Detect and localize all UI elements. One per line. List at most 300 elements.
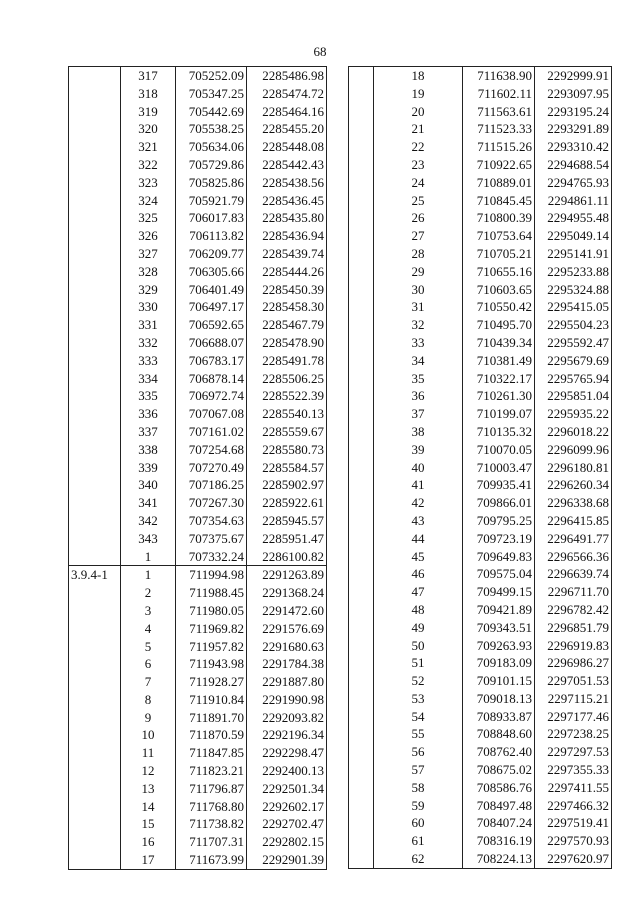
table-row xyxy=(349,423,612,441)
section-cell xyxy=(349,494,374,512)
point-number-cell: 322 xyxy=(121,156,176,174)
table-row xyxy=(69,815,327,833)
table-row xyxy=(69,512,327,530)
point-number-cell: 30 xyxy=(374,281,463,299)
point-number-cell: 325 xyxy=(121,209,176,227)
point-number-cell: 47 xyxy=(374,583,463,601)
x-coordinate-cell: 707375.67 xyxy=(176,530,247,548)
y-coordinate-cell: 2291990.98 xyxy=(247,691,327,709)
table-row xyxy=(69,744,327,762)
x-coordinate-cell: 706592.65 xyxy=(176,316,247,334)
x-coordinate-cell: 709183.09 xyxy=(463,654,535,672)
section-cell xyxy=(349,192,374,210)
point-number-cell: 25 xyxy=(374,192,463,210)
section-cell xyxy=(69,476,121,494)
x-coordinate-cell: 711707.31 xyxy=(176,833,247,851)
y-coordinate-cell: 2293097.95 xyxy=(535,85,612,103)
section-cell xyxy=(349,387,374,405)
section-cell xyxy=(349,370,374,388)
y-coordinate-cell: 2295233.88 xyxy=(535,263,612,281)
table-row xyxy=(69,387,327,405)
point-number-cell: 323 xyxy=(121,174,176,192)
x-coordinate-cell: 709795.25 xyxy=(463,512,535,530)
table-row xyxy=(69,103,327,121)
section-cell xyxy=(349,690,374,708)
point-number-cell: 33 xyxy=(374,334,463,352)
x-coordinate-cell: 705729.86 xyxy=(176,156,247,174)
point-number-cell: 20 xyxy=(374,103,463,121)
section-cell xyxy=(69,192,121,210)
point-number-cell: 60 xyxy=(374,814,463,832)
section-cell: 3.9.4-1 xyxy=(69,566,121,584)
point-number-cell: 23 xyxy=(374,156,463,174)
section-cell xyxy=(69,584,121,602)
y-coordinate-cell: 2285455.20 xyxy=(247,120,327,138)
y-coordinate-cell: 2285450.39 xyxy=(247,281,327,299)
table-row xyxy=(69,655,327,673)
section-cell xyxy=(69,316,121,334)
x-coordinate-cell: 706209.77 xyxy=(176,245,247,263)
table-row xyxy=(349,316,612,334)
y-coordinate-cell: 2292093.82 xyxy=(247,709,327,727)
table-row xyxy=(349,334,612,352)
point-number-cell: 48 xyxy=(374,601,463,619)
x-coordinate-cell: 709101.15 xyxy=(463,672,535,690)
section-cell xyxy=(349,779,374,797)
x-coordinate-cell: 709866.01 xyxy=(463,494,535,512)
y-coordinate-cell: 2285438.56 xyxy=(247,174,327,192)
y-coordinate-cell: 2296180.81 xyxy=(535,459,612,477)
point-number-cell: 330 xyxy=(121,298,176,316)
y-coordinate-cell: 2285491.78 xyxy=(247,352,327,370)
y-coordinate-cell: 2285922.61 xyxy=(247,494,327,512)
point-number-cell: 319 xyxy=(121,103,176,121)
x-coordinate-cell: 710889.01 xyxy=(463,174,535,192)
x-coordinate-cell: 711602.11 xyxy=(463,85,535,103)
y-coordinate-cell: 2296711.70 xyxy=(535,583,612,601)
section-cell xyxy=(349,316,374,334)
x-coordinate-cell: 707186.25 xyxy=(176,476,247,494)
section-cell xyxy=(349,512,374,530)
section-cell xyxy=(349,583,374,601)
point-number-cell: 6 xyxy=(121,655,176,673)
table-row xyxy=(69,316,327,334)
table-row xyxy=(69,174,327,192)
point-number-cell: 16 xyxy=(121,833,176,851)
section-cell xyxy=(349,814,374,832)
point-number-cell: 320 xyxy=(121,120,176,138)
table-row xyxy=(349,601,612,619)
table-row xyxy=(349,725,612,743)
section-cell xyxy=(69,387,121,405)
x-coordinate-cell: 707067.08 xyxy=(176,405,247,423)
x-coordinate-cell: 711738.82 xyxy=(176,815,247,833)
y-coordinate-cell: 2292702.47 xyxy=(247,815,327,833)
section-cell xyxy=(349,103,374,121)
x-coordinate-cell: 708316.19 xyxy=(463,832,535,850)
x-coordinate-cell: 706878.14 xyxy=(176,370,247,388)
y-coordinate-cell: 2297115.21 xyxy=(535,690,612,708)
y-coordinate-cell: 2297620.97 xyxy=(535,850,612,868)
x-coordinate-cell: 708407.24 xyxy=(463,814,535,832)
section-cell xyxy=(69,227,121,245)
section-cell xyxy=(69,156,121,174)
table-row xyxy=(69,423,327,441)
y-coordinate-cell: 2295415.05 xyxy=(535,298,612,316)
section-cell xyxy=(69,833,121,851)
section-cell xyxy=(69,103,121,121)
table-row xyxy=(349,530,612,548)
table-row xyxy=(349,245,612,263)
point-number-cell: 343 xyxy=(121,530,176,548)
x-coordinate-cell: 711957.82 xyxy=(176,638,247,656)
section-cell xyxy=(69,441,121,459)
x-coordinate-cell: 711515.26 xyxy=(463,138,535,156)
point-number-cell: 29 xyxy=(374,263,463,281)
x-coordinate-cell: 711768.80 xyxy=(176,798,247,816)
section-cell xyxy=(69,174,121,192)
section-cell xyxy=(349,138,374,156)
section-cell xyxy=(349,405,374,423)
table-row xyxy=(69,67,327,85)
x-coordinate-cell: 710322.17 xyxy=(463,370,535,388)
table-row xyxy=(69,245,327,263)
y-coordinate-cell: 2285522.39 xyxy=(247,387,327,405)
section-cell xyxy=(69,548,121,566)
table-row xyxy=(349,352,612,370)
section-cell xyxy=(69,851,121,869)
x-coordinate-cell: 711847.85 xyxy=(176,744,247,762)
table-row xyxy=(349,156,612,174)
point-number-cell: 18 xyxy=(374,67,463,85)
x-coordinate-cell: 709935.41 xyxy=(463,476,535,494)
point-number-cell: 11 xyxy=(121,744,176,762)
x-coordinate-cell: 710800.39 xyxy=(463,209,535,227)
point-number-cell: 15 xyxy=(121,815,176,833)
x-coordinate-cell: 708762.40 xyxy=(463,743,535,761)
table-row xyxy=(349,548,612,566)
table-row xyxy=(349,565,612,583)
table-row xyxy=(69,156,327,174)
y-coordinate-cell: 2294765.93 xyxy=(535,174,612,192)
y-coordinate-cell: 2285486.98 xyxy=(247,67,327,85)
table-row xyxy=(69,530,327,548)
point-number-cell: 336 xyxy=(121,405,176,423)
section-cell xyxy=(349,459,374,477)
point-number-cell: 34 xyxy=(374,352,463,370)
table-row xyxy=(349,85,612,103)
y-coordinate-cell: 2296986.27 xyxy=(535,654,612,672)
point-number-cell: 46 xyxy=(374,565,463,583)
y-coordinate-cell: 2285435.80 xyxy=(247,209,327,227)
table-row xyxy=(69,227,327,245)
y-coordinate-cell: 2285467.79 xyxy=(247,316,327,334)
section-cell xyxy=(69,370,121,388)
x-coordinate-cell: 711796.87 xyxy=(176,780,247,798)
x-coordinate-cell: 711928.27 xyxy=(176,673,247,691)
table-row xyxy=(69,548,327,566)
x-coordinate-cell: 705347.25 xyxy=(176,85,247,103)
table-row xyxy=(349,743,612,761)
y-coordinate-cell: 2285436.45 xyxy=(247,192,327,210)
section-cell xyxy=(349,209,374,227)
point-number-cell: 12 xyxy=(121,762,176,780)
point-number-cell: 326 xyxy=(121,227,176,245)
y-coordinate-cell: 2291263.89 xyxy=(247,566,327,584)
x-coordinate-cell: 707267.30 xyxy=(176,494,247,512)
section-cell xyxy=(69,512,121,530)
point-number-cell: 59 xyxy=(374,797,463,815)
section-cell xyxy=(349,423,374,441)
point-number-cell: 339 xyxy=(121,459,176,477)
table-row xyxy=(349,387,612,405)
y-coordinate-cell: 2293195.24 xyxy=(535,103,612,121)
y-coordinate-cell: 2295765.94 xyxy=(535,370,612,388)
y-coordinate-cell: 2285439.74 xyxy=(247,245,327,263)
point-number-cell: 7 xyxy=(121,673,176,691)
x-coordinate-cell: 710070.05 xyxy=(463,441,535,459)
point-number-cell: 341 xyxy=(121,494,176,512)
y-coordinate-cell: 2285448.08 xyxy=(247,138,327,156)
y-coordinate-cell: 2292901.39 xyxy=(247,851,327,869)
coordinate-table-right xyxy=(348,66,612,869)
y-coordinate-cell: 2293291.89 xyxy=(535,120,612,138)
x-coordinate-cell: 709421.89 xyxy=(463,601,535,619)
y-coordinate-cell: 2285945.57 xyxy=(247,512,327,530)
table-row xyxy=(349,67,612,85)
coordinate-table-right-body xyxy=(349,67,612,869)
y-coordinate-cell: 2295592.47 xyxy=(535,334,612,352)
point-number-cell: 321 xyxy=(121,138,176,156)
x-coordinate-cell: 705442.69 xyxy=(176,103,247,121)
x-coordinate-cell: 708586.76 xyxy=(463,779,535,797)
x-coordinate-cell: 709649.83 xyxy=(463,548,535,566)
x-coordinate-cell: 711988.45 xyxy=(176,584,247,602)
section-cell xyxy=(349,281,374,299)
x-coordinate-cell: 710603.65 xyxy=(463,281,535,299)
y-coordinate-cell: 2297570.93 xyxy=(535,832,612,850)
table-row xyxy=(349,405,612,423)
section-cell xyxy=(69,815,121,833)
point-number-cell: 5 xyxy=(121,638,176,656)
table-row xyxy=(349,850,612,868)
section-cell xyxy=(69,673,121,691)
table-row xyxy=(69,691,327,709)
y-coordinate-cell: 2285951.47 xyxy=(247,530,327,548)
y-coordinate-cell: 2296851.79 xyxy=(535,619,612,637)
x-coordinate-cell: 708675.02 xyxy=(463,761,535,779)
y-coordinate-cell: 2294861.11 xyxy=(535,192,612,210)
x-coordinate-cell: 707354.63 xyxy=(176,512,247,530)
point-number-cell: 54 xyxy=(374,708,463,726)
table-row xyxy=(349,263,612,281)
table-row xyxy=(349,797,612,815)
section-cell xyxy=(349,334,374,352)
table-row xyxy=(349,459,612,477)
section-cell xyxy=(349,263,374,281)
y-coordinate-cell: 2291472.60 xyxy=(247,602,327,620)
point-number-cell: 342 xyxy=(121,512,176,530)
table-row xyxy=(69,405,327,423)
section-cell xyxy=(349,85,374,103)
y-coordinate-cell: 2291368.24 xyxy=(247,584,327,602)
section-cell xyxy=(349,441,374,459)
section-cell xyxy=(69,459,121,477)
x-coordinate-cell: 706497.17 xyxy=(176,298,247,316)
table-row xyxy=(349,672,612,690)
point-number-cell: 53 xyxy=(374,690,463,708)
x-coordinate-cell: 709343.51 xyxy=(463,619,535,637)
y-coordinate-cell: 2292802.15 xyxy=(247,833,327,851)
section-cell xyxy=(69,281,121,299)
x-coordinate-cell: 710705.21 xyxy=(463,245,535,263)
y-coordinate-cell: 2285464.16 xyxy=(247,103,327,121)
y-coordinate-cell: 2295851.04 xyxy=(535,387,612,405)
section-cell xyxy=(349,832,374,850)
section-cell xyxy=(69,655,121,673)
table-row xyxy=(69,441,327,459)
x-coordinate-cell: 710135.32 xyxy=(463,423,535,441)
table-row xyxy=(69,476,327,494)
y-coordinate-cell: 2296018.22 xyxy=(535,423,612,441)
point-number-cell: 41 xyxy=(374,476,463,494)
point-number-cell: 328 xyxy=(121,263,176,281)
point-number-cell: 36 xyxy=(374,387,463,405)
x-coordinate-cell: 708933.87 xyxy=(463,708,535,726)
y-coordinate-cell: 2296566.36 xyxy=(535,548,612,566)
section-cell xyxy=(69,120,121,138)
table-row xyxy=(349,779,612,797)
section-cell xyxy=(349,298,374,316)
point-number-cell: 8 xyxy=(121,691,176,709)
x-coordinate-cell: 705252.09 xyxy=(176,67,247,85)
section-cell xyxy=(69,209,121,227)
table-row xyxy=(69,833,327,851)
y-coordinate-cell: 2296260.34 xyxy=(535,476,612,494)
point-number-cell: 317 xyxy=(121,67,176,85)
table-row xyxy=(69,334,327,352)
point-number-cell: 14 xyxy=(121,798,176,816)
section-cell xyxy=(69,352,121,370)
y-coordinate-cell: 2297297.53 xyxy=(535,743,612,761)
table-row xyxy=(69,620,327,638)
point-number-cell: 52 xyxy=(374,672,463,690)
y-coordinate-cell: 2296338.68 xyxy=(535,494,612,512)
point-number-cell: 35 xyxy=(374,370,463,388)
x-coordinate-cell: 707254.68 xyxy=(176,441,247,459)
table-row xyxy=(69,459,327,477)
y-coordinate-cell: 2292196.34 xyxy=(247,726,327,744)
section-cell xyxy=(69,709,121,727)
y-coordinate-cell: 2285478.90 xyxy=(247,334,327,352)
point-number-cell: 22 xyxy=(374,138,463,156)
y-coordinate-cell: 2297238.25 xyxy=(535,725,612,743)
point-number-cell: 62 xyxy=(374,850,463,868)
x-coordinate-cell: 711638.90 xyxy=(463,67,535,85)
x-coordinate-cell: 706972.74 xyxy=(176,387,247,405)
x-coordinate-cell: 710381.49 xyxy=(463,352,535,370)
y-coordinate-cell: 2296782.42 xyxy=(535,601,612,619)
point-number-cell: 27 xyxy=(374,227,463,245)
y-coordinate-cell: 2292400.13 xyxy=(247,762,327,780)
table-row xyxy=(69,120,327,138)
table-row xyxy=(349,174,612,192)
point-number-cell: 37 xyxy=(374,405,463,423)
point-number-cell: 26 xyxy=(374,209,463,227)
x-coordinate-cell: 705634.06 xyxy=(176,138,247,156)
page-number: 68 xyxy=(313,44,327,59)
section-cell xyxy=(69,423,121,441)
x-coordinate-cell: 709263.93 xyxy=(463,637,535,655)
table-row xyxy=(349,192,612,210)
x-coordinate-cell: 711870.59 xyxy=(176,726,247,744)
section-cell xyxy=(349,619,374,637)
section-cell xyxy=(349,352,374,370)
x-coordinate-cell: 710003.47 xyxy=(463,459,535,477)
point-number-cell: 331 xyxy=(121,316,176,334)
table-row xyxy=(69,798,327,816)
point-number-cell: 51 xyxy=(374,654,463,672)
section-cell xyxy=(349,601,374,619)
section-cell xyxy=(349,761,374,779)
point-number-cell: 39 xyxy=(374,441,463,459)
point-number-cell: 50 xyxy=(374,637,463,655)
y-coordinate-cell: 2291887.80 xyxy=(247,673,327,691)
x-coordinate-cell: 707270.49 xyxy=(176,459,247,477)
point-number-cell: 49 xyxy=(374,619,463,637)
section-cell xyxy=(69,726,121,744)
table-row xyxy=(349,832,612,850)
x-coordinate-cell: 706113.82 xyxy=(176,227,247,245)
y-coordinate-cell: 2295504.23 xyxy=(535,316,612,334)
point-number-cell: 1 xyxy=(121,566,176,584)
x-coordinate-cell: 707161.02 xyxy=(176,423,247,441)
table-row xyxy=(69,370,327,388)
x-coordinate-cell: 709723.19 xyxy=(463,530,535,548)
table-row xyxy=(349,476,612,494)
y-coordinate-cell: 2285540.13 xyxy=(247,405,327,423)
section-cell xyxy=(349,120,374,138)
x-coordinate-cell: 706017.83 xyxy=(176,209,247,227)
y-coordinate-cell: 2296099.96 xyxy=(535,441,612,459)
y-coordinate-cell: 2293310.42 xyxy=(535,138,612,156)
table-row xyxy=(349,103,612,121)
section-cell xyxy=(349,548,374,566)
x-coordinate-cell: 705825.86 xyxy=(176,174,247,192)
x-coordinate-cell: 710550.42 xyxy=(463,298,535,316)
x-coordinate-cell: 710439.34 xyxy=(463,334,535,352)
point-number-cell: 335 xyxy=(121,387,176,405)
table-row xyxy=(349,370,612,388)
y-coordinate-cell: 2296639.74 xyxy=(535,565,612,583)
y-coordinate-cell: 2285580.73 xyxy=(247,441,327,459)
y-coordinate-cell: 2285444.26 xyxy=(247,263,327,281)
y-coordinate-cell: 2296491.77 xyxy=(535,530,612,548)
point-number-cell: 337 xyxy=(121,423,176,441)
x-coordinate-cell: 711943.98 xyxy=(176,655,247,673)
y-coordinate-cell: 2294955.48 xyxy=(535,209,612,227)
table-row xyxy=(69,281,327,299)
section-cell xyxy=(69,138,121,156)
y-coordinate-cell: 2296415.85 xyxy=(535,512,612,530)
table-row xyxy=(69,762,327,780)
section-cell xyxy=(69,298,121,316)
section-cell xyxy=(69,334,121,352)
x-coordinate-cell: 710753.64 xyxy=(463,227,535,245)
x-coordinate-cell: 711823.21 xyxy=(176,762,247,780)
y-coordinate-cell: 2285506.25 xyxy=(247,370,327,388)
table-row xyxy=(349,619,612,637)
